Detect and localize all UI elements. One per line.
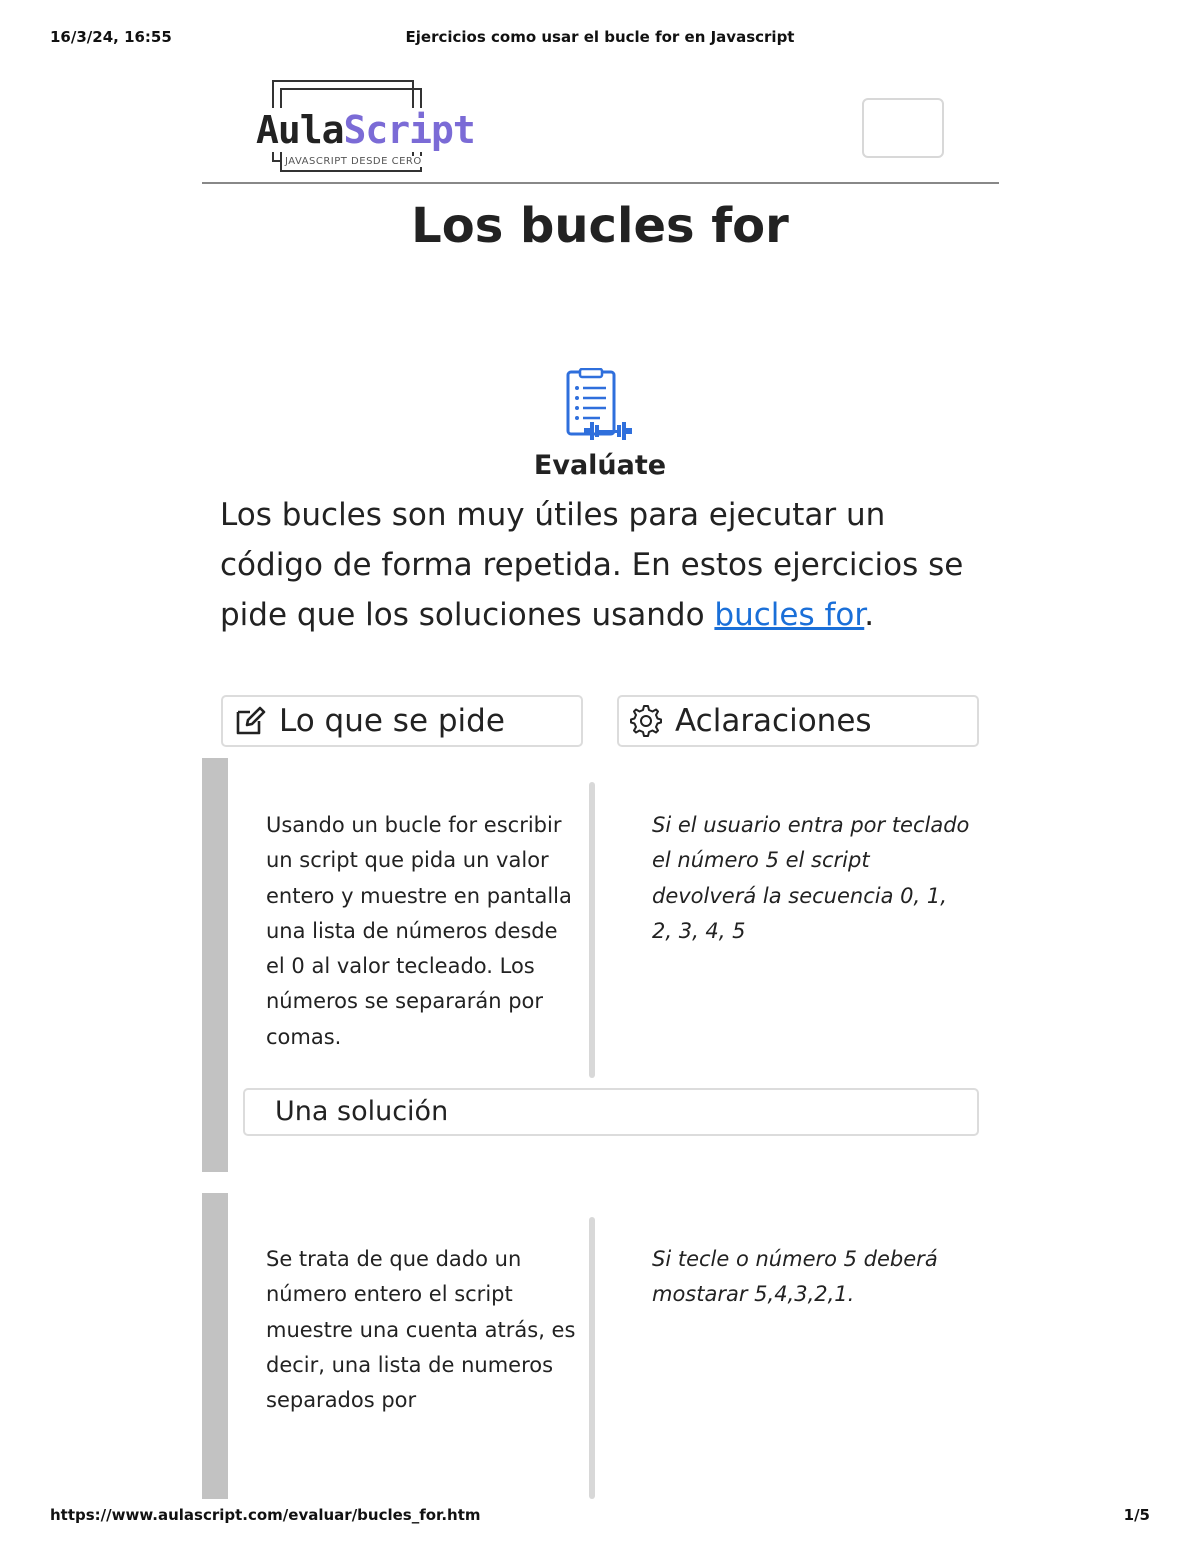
print-footer xyxy=(0,1506,1200,1530)
edit-icon xyxy=(233,704,267,738)
task-section-label: Lo que se pide xyxy=(279,703,505,739)
notes-section-header[interactable] xyxy=(617,695,979,747)
menu-toggle-button[interactable] xyxy=(862,98,944,158)
notes-section-label: Aclaraciones xyxy=(675,703,872,739)
logo-wordmark xyxy=(254,108,477,152)
evaluate-label: Evalúate xyxy=(533,450,667,481)
exercise-1-note: Si el usuario entra por teclado el número 5 el script devolverá la secuencia 0, 1, 2, 3, 4, 5 xyxy=(652,813,970,943)
print-page-title: Ejercicios como usar el bucle for en Javascript xyxy=(405,28,795,46)
header-divider xyxy=(202,182,999,184)
exercise-2-task: Se trata de que dado un número entero el script muestre una cuenta atrás, es decir, una lista de numeros separados por xyxy=(266,1247,576,1413)
solution-toggle[interactable] xyxy=(243,1088,979,1136)
print-header xyxy=(0,28,1200,52)
task-section-header[interactable] xyxy=(221,695,583,747)
exercise-2-sidebar xyxy=(202,1193,228,1499)
logo-subtitle: JAVASCRIPT DESDE CERO xyxy=(282,156,425,167)
page-title: Los bucles for xyxy=(411,198,789,254)
exercise-2-divider xyxy=(589,1217,595,1499)
logo-aula: Aula xyxy=(256,108,344,152)
print-date: 16/3/24, 16:55 xyxy=(50,28,172,46)
exercise-1-task: Usando un bucle for escribir un script que pida un valor entero y muestre en pantalla una lista de números desde el 0 al valor tecleado. Los números se separarán por comas. xyxy=(266,813,572,1049)
intro-period: . xyxy=(864,597,875,633)
aulascript-logo[interactable] xyxy=(252,78,475,178)
print-page-number: 1/5 xyxy=(1123,1506,1150,1524)
logo-script: Script xyxy=(343,108,475,152)
exercise-2-note: Si tecle o número 5 deberá mostarar 5,4,3,2,1. xyxy=(652,1247,938,1307)
intro-paragraph xyxy=(220,490,980,640)
intro-text: Los bucles son muy útiles para ejecutar un código de forma repetida. En estos ejercicios se pide que los soluciones usando xyxy=(220,497,964,633)
exercise-1-divider xyxy=(589,782,595,1078)
bucles-for-link[interactable]: bucles for xyxy=(714,597,865,633)
print-url: https://www.aulascript.com/evaluar/bucles_for.htm xyxy=(50,1506,481,1524)
exercise-1-sidebar xyxy=(202,758,228,1172)
clipboard-dumbbell-icon xyxy=(560,368,636,446)
gear-icon xyxy=(629,704,663,738)
solution-label: Una solución xyxy=(275,1096,449,1127)
